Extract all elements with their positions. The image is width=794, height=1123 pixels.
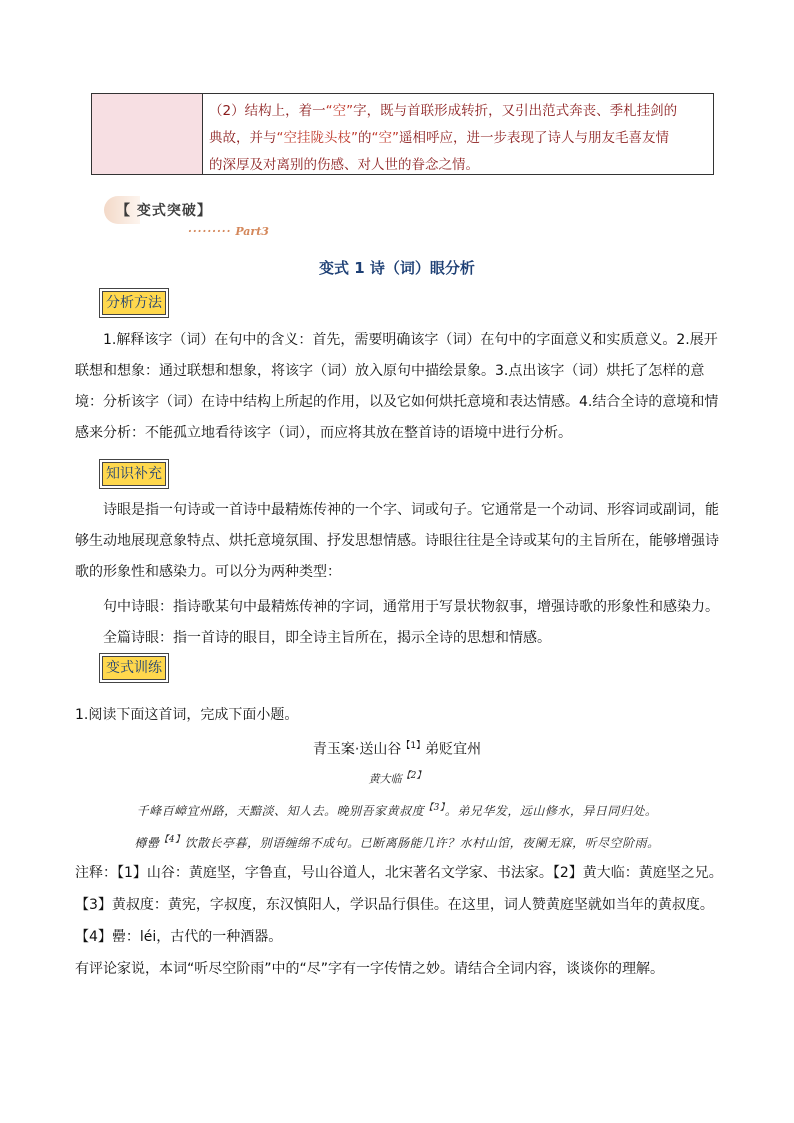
- question-intro: 1.阅读下面这首词，完成下面小题。: [75, 707, 299, 723]
- answer-line-2: 典故，并与“空挂陇头枝”的“空”遥相呼应，进一步表现了诗人与朋友毛喜友情: [209, 130, 669, 146]
- answer-line-1: （2）结构上，着一“空”字，既与首联形成转折，又引出范式奔丧、季札挂剑的: [209, 103, 678, 119]
- answer-table-content-cell: [203, 94, 713, 174]
- answer-table: [91, 93, 714, 175]
- tag-analysis-method: 分析方法: [102, 291, 166, 315]
- annotation-line-3: 【4】罍：léi，古代的一种酒器。: [75, 929, 283, 945]
- knowledge-paragraph-3: 全篇诗眼：指一首诗的眼目，即全诗主旨所在，揭示全诗的思想和情感。: [103, 630, 551, 646]
- knowledge-paragraph-2: 句中诗眼：指诗歌某句中最精炼传神的字词，通常用于写景状物叙事，增强诗歌的形象性和感染力。: [103, 599, 719, 615]
- page-heading: 变式 1 诗（词）眼分析: [319, 259, 475, 277]
- annotation-line-1: 注释：【1】山谷：黄庭坚，字鲁直，号山谷道人，北宋著名文学家、书法家。【2】黄大临：黄庭坚之兄。: [75, 865, 723, 881]
- section-header: [104, 196, 244, 224]
- poem-author: 黄大临$^{【2】}$: [368, 771, 426, 786]
- answer-table-label-cell: [92, 94, 203, 174]
- poem-title: 青玉案·送山谷$^{【1】}$弟贬宜州: [312, 741, 482, 758]
- section-title: 【 变式突破】: [116, 203, 212, 219]
- annotation-line-2: 【3】黄叔度：黄宪，字叔度，东汉慎阳人，学识品行俱佳。在这里，词人赞黄庭坚就如当年的黄叔度。: [75, 897, 714, 913]
- question-prompt: 有评论家说，本词“听尽空阶雨”中的“尽”字有一字传情之妙。请结合全词内容，谈谈你的理解。: [75, 961, 665, 977]
- poem-line-1: 千峰百嶂宜州路，天黯淡、知人去。晚别吾家黄叔度$^{【3】}$。弟兄华发，远山修水，异日同归处。: [136, 803, 658, 818]
- answer-line-3: 的深厚及对离别的伤感、对人世的眷念之情。: [209, 157, 479, 173]
- section-part-label: ········· Part3: [188, 225, 269, 238]
- knowledge-paragraph-1: 诗眼是指一句诗或一首诗中最精炼传神的一个字、词或句子。它通常是一个动词、形容词或副词，能够生动地展现意象特点、烘托意境氛围、抒发思想情感。诗眼往往是全诗或某句的主旨所在，能够增强诗歌的形象性和感染力。可以分为两种类型：: [75, 502, 719, 580]
- method-paragraph: 1.解释该字（词）在句中的含义：首先，需要明确该字（词）在句中的字面意义和实质意义。2.展开联想和想象：通过联想和想象，将该字（词）放入原句中描绘景象。3.点出该字（词）烘托了怎样的意境：分析该字（词）在诗中结构上所起的作用，以及它如何烘托意境和表达情感。4.结合全诗的意境和情感来分析：不能孤立地看待该字（词），而应将其放在整首诗的语境中进行分析。: [75, 332, 719, 441]
- poem-line-2: 樽罍$^{【4】}$饮散长亭暮，别语缠绵不成句。已断离肠能几许？水村山馆，夜阑无寐，听尽空阶雨。: [134, 835, 660, 850]
- tag-knowledge-supplement: 知识补充: [102, 462, 166, 486]
- tag-variant-training: 变式训练: [102, 656, 166, 680]
